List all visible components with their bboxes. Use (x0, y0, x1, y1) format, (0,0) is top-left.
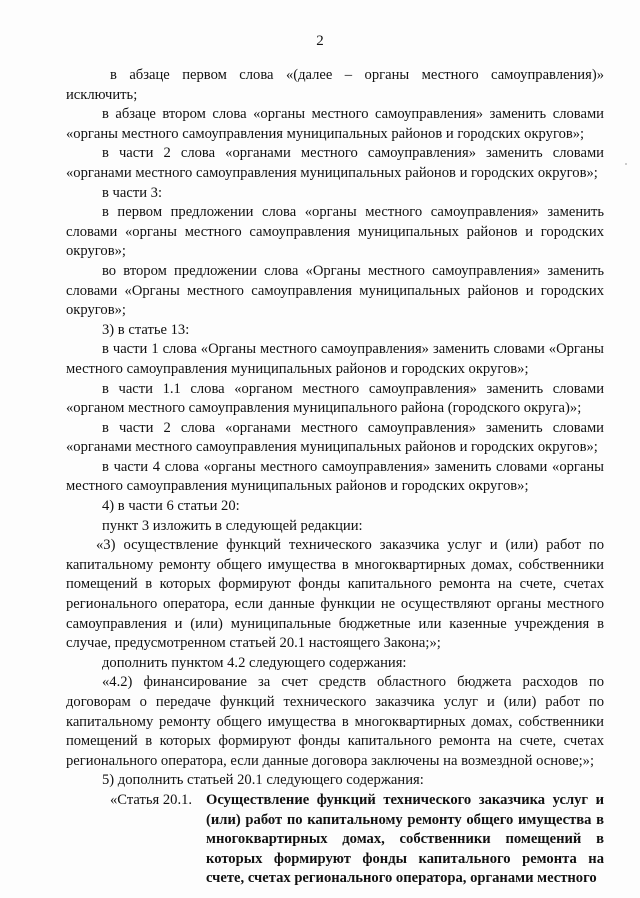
paragraph: в части 4 слова «органы местного самоуправления» заменить словами «органы местного самоуправления муниципальных районов и городских округов»; (66, 458, 604, 495)
paragraph: дополнить пунктом 4.2 следующего содержания: (102, 654, 407, 671)
paragraph: в части 1.1 слова «органом местного самоуправления» заменить словами «органом местного самоуправления муниципального района (городского округа)»; (66, 380, 604, 417)
scan-speck (625, 163, 627, 165)
paragraph: «4.2) финансирование за счет средств областного бюджета расходов по договорам о передаче функций технического заказчика услуг и (или) работ по капитальному ремонту общего имущества в многоквартирных домах, собственники помещений в которых формируют фонды капитального ремонта на счете, счетах регионального оператора, если данные договора заключены на возмездной основе;»; (66, 674, 604, 769)
article-title: Осуществление функций технического заказчика услуг и (или) работ по капитальному ремонту общего имущества в многоквартирных домах, собственники помещений в которых формируют фонды капитального ремонта на счете, счетах регионального оператора, органами местного (206, 791, 604, 887)
paragraph-list (66, 66, 604, 791)
paragraph: в абзаце втором слова «органы местного самоуправления» заменить словами «органы местного самоуправления муниципальных районов и городских округов»; (66, 106, 604, 142)
paragraph: «3) осуществление функций технического заказчика услуг и (или) работ по капитальному ремонту общего имущества в многоквартирных домах, собственники помещений в которых формируют фонды капитального ремонта на счете, счетах регионального оператора, если данные функции не осуществляют органы местного самоуправления и (или) муниципальные бюджетные или казенные учреждения в случае, предусмотренном статьей 20.1 настоящего Закона;»; (66, 537, 604, 652)
paragraph: в абзаце первом слова «(далее – органы местного самоуправления)» исключить; (66, 67, 604, 103)
paragraph: пункт 3 изложить в следующей редакции: (102, 517, 363, 534)
page-number: 2 (316, 33, 324, 49)
paragraph: в части 2 слова «органами местного самоуправления» заменить словами «органами местного самоуправления муниципальных районов и городских округов»; (66, 419, 604, 456)
article-label: «Статья 20.1. (110, 791, 193, 808)
paragraph: в первом предложении слова «органы местного самоуправления» заменить словами «органы местного самоуправления муниципальных районов и городских округов»; (66, 204, 604, 260)
article-heading (66, 791, 604, 889)
paragraph: в части 3: (102, 184, 163, 201)
paragraph: 4) в части 6 статьи 20: (102, 498, 240, 515)
paragraph: 3) в статье 13: (102, 321, 190, 338)
paragraph: 5) дополнить статьей 20.1 следующего содержания: (102, 772, 424, 789)
paragraph: во втором предложении слова «Органы местного самоуправления» заменить словами «Органы местного самоуправления муниципальных районов и городских округов»; (66, 262, 604, 319)
paragraph: в части 1 слова «Органы местного самоуправления» заменить словами «Органы местного самоуправления муниципальных районов и городских округов»; (66, 341, 604, 377)
paragraph: в части 2 слова «органами местного самоуправления» заменить словами «органами местного самоуправления муниципальных районов и городских округов»; (66, 145, 604, 181)
document-body (66, 66, 604, 889)
